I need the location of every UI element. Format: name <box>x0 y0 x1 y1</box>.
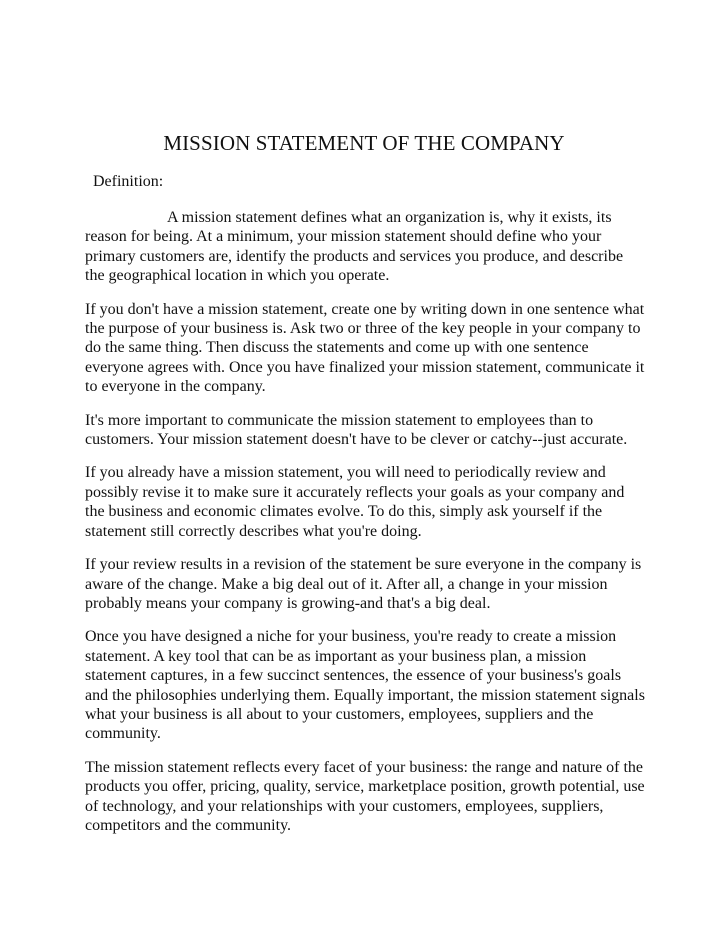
paragraph: If you already have a mission statement, you will need to periodically review and possibly revise it to make sure it accurately reflects your goals as your company and the business and economic climates evolve. To do this, simply ask yourself if the statement still correctly describes what you're doing. <box>85 464 625 540</box>
paragraph: Once you have designed a niche for your business, you're ready to create a mission statement. A key tool that can be as important as your business plan, a mission statement captures, in a few succinct sentences, the essence of your business's goals and the philosophies underlying them. Equally important, the mission statement signals what your business is all about to your customers, employees, suppliers and the community. <box>85 628 645 743</box>
paragraph: If you don't have a mission statement, create one by writing down in one sentence what the purpose of your business is. Ask two or three of the key people in your company to do the same thing. Then discuss the statements and come up with one sentence everyone agrees with. Once you have finalized your mission statement, communicate it to everyone in the company. <box>85 300 645 396</box>
paragraph: It's more important to communicate the mission statement to employees than to customers. Your mission statement doesn't have to be clever or catchy--just accurate. <box>85 411 628 449</box>
definition-label: Definition: <box>93 173 164 190</box>
paragraph-definition: A mission statement defines what an organization is, why it exists, its reason for being. At a minimum, your mission statement should define who your primary customers are, identify the products and services you produce, and describe the geographical location in which you operate. <box>85 209 624 285</box>
page-title: MISSION STATEMENT OF THE COMPANY <box>163 131 565 155</box>
paragraph: The mission statement reflects every facet of your business: the range and nature of the products you offer, pricing, quality, service, marketplace position, growth potential, use of technology, and your relationships with your customers, employees, suppliers, competitors and the community. <box>85 758 645 834</box>
paragraph: If your review results in a revision of the statement be sure everyone in the company is aware of the change. Make a big deal out of it. After all, a change in your mission probably means your company is growing-and that's a big deal. <box>85 556 642 612</box>
document-body <box>85 208 645 849</box>
